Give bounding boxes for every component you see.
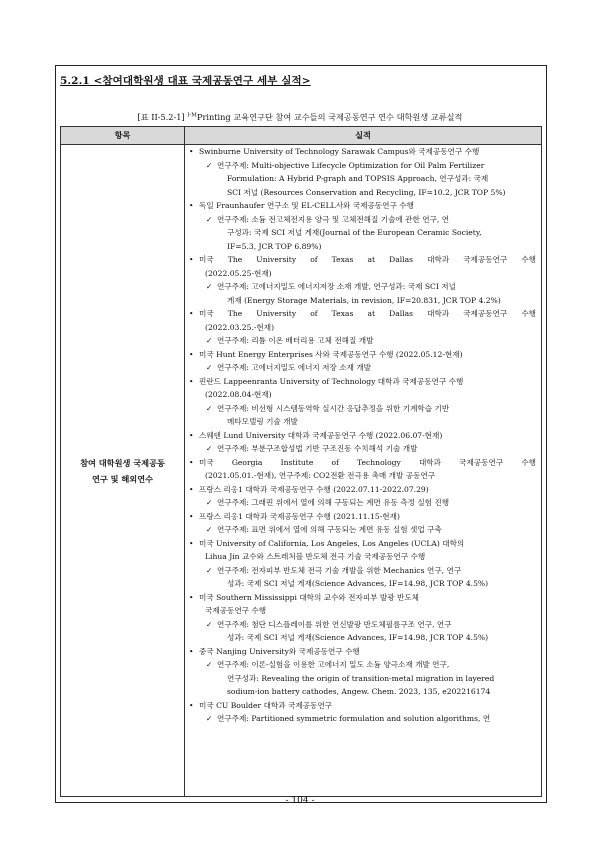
check-icon: ✓ xyxy=(206,403,213,413)
line-text: 핀란드 Lappeenranta University of Technology 대학과 국제공동연구 수행 xyxy=(199,376,464,386)
caption-prefix: [표 II-5.2-1] xyxy=(137,112,188,122)
check-icon: ✓ xyxy=(206,214,213,224)
line-text: 중국 Nanjing University와 국제공동연구 수행 xyxy=(199,646,360,656)
bullet-item xyxy=(189,537,536,551)
continuation-line xyxy=(189,321,536,335)
check-icon: ✓ xyxy=(206,714,213,723)
bullet-item xyxy=(189,375,536,389)
check-icon: ✓ xyxy=(206,660,213,669)
continuation-line xyxy=(189,631,536,645)
line-text: 연구주제: 소듐 전고체전지용 양극 및 고체전해질 기술에 관한 연구, 연 xyxy=(217,214,450,224)
bullet-item xyxy=(189,699,536,713)
line-text: 연구주제: Partitioned symmetric formulation and solution algorithms, 연 xyxy=(217,714,491,723)
line-text: 연구주제: 리튬 이온 배터리용 고체 전해질 개발 xyxy=(217,336,374,345)
line-text: Swinburne University of Technology Sarawak Campus와 국제공동연구 수행 xyxy=(199,147,480,156)
line-text: (2022.08.04-현재) xyxy=(205,390,272,399)
bullet-icon: • xyxy=(189,201,194,210)
bullet-item xyxy=(189,253,536,267)
continuation-line xyxy=(189,172,536,186)
line-text: 연구주제: 이론-실험을 이용한 고에너지 밀도 소듐 양극소재 개발 연구, xyxy=(217,660,450,669)
caption-superscript: I-M xyxy=(187,112,197,119)
continuation-line xyxy=(189,388,536,402)
line-text: 독일 Fraunhaufer 연구소 및 EL-CELL사와 국제공동연구 수행 xyxy=(199,201,414,210)
continuation-line xyxy=(189,550,536,564)
line-text: 연구주제: 표면 위에서 열에 의해 구동되는 계면 유동 실험 셋업 구축 xyxy=(217,525,442,534)
check-item xyxy=(189,564,536,578)
category-line: 참여 대학원생 국제공동 xyxy=(80,457,165,468)
bullet-item xyxy=(189,591,536,605)
check-icon: ✓ xyxy=(206,525,213,534)
category-cell xyxy=(61,145,185,797)
line-text: sodium-ion battery cathodes, Angew. Chem. 2023, 135, e202216174 xyxy=(227,687,491,696)
bullet-item xyxy=(189,307,536,321)
line-text: Formulation: A Hybrid P-graph and TOPSIS Approach, 연구성과: 국제 xyxy=(227,174,489,183)
line-text: (2022.03.25.-현재) xyxy=(205,322,275,332)
bullet-item xyxy=(189,456,536,470)
continuation-line xyxy=(189,186,536,200)
check-item xyxy=(189,280,536,294)
line-text: 스웨덴 Lund University 대학과 국제공동연구 수행 (2022.06.07-현재) xyxy=(199,430,443,440)
line-text: 미국 Southern Mississippi 대학의 교수와 전자피부 발광 반도체 xyxy=(199,592,420,602)
line-text: 국제공동연구 수행 xyxy=(205,606,267,615)
bullet-item xyxy=(189,510,536,524)
line-text: 연구주제: Multi-objective Lifecycle Optimization for Oil Palm Fertilizer xyxy=(217,160,485,170)
continuation-line xyxy=(189,469,536,483)
continuation-line xyxy=(189,577,536,591)
line-text: Lihua Jin 교수와 스트레처블 반도체 전극 기술 국제공동연구 수행 xyxy=(205,552,426,561)
bullet-icon: • xyxy=(189,349,194,359)
category-line: 연구 및 해외연수 xyxy=(91,473,154,484)
header-category: 항목 xyxy=(61,127,185,145)
continuation-line xyxy=(189,226,536,240)
check-icon: ✓ xyxy=(206,444,213,453)
check-item xyxy=(189,334,536,348)
bullet-icon: • xyxy=(189,511,194,521)
line-text: 연구주제: 고에너지밀도 에너지 저장 소재 개발 xyxy=(217,363,372,372)
bullet-icon: • xyxy=(189,700,194,710)
line-text: 미국 The University of Texas at Dallas 대학과 국제공동연구 수행 xyxy=(199,309,536,318)
bullet-item xyxy=(189,483,536,497)
bullet-item xyxy=(189,199,536,213)
continuation-line xyxy=(189,294,536,308)
check-item xyxy=(189,618,536,632)
bullet-icon: • xyxy=(189,592,194,602)
line-text: 성과: 국제 SCI 저널 게재(Science Advances, IF=14.98, JCR TOP 4.5%) xyxy=(227,633,489,642)
line-text: 연구주제: 비선형 시스템동역학 실시간 응답추정을 위한 기계학습 기반 xyxy=(217,403,450,413)
table-header-row xyxy=(61,127,542,145)
check-item xyxy=(189,523,536,537)
line-text: 미국 Georgia Institute of Technology 대학과 국제공동연구 수행 xyxy=(199,457,536,467)
line-text: 미국 University of California, Los Angeles, Los Angeles (UCLA) 대학의 xyxy=(199,538,465,548)
line-text: 프랑스 리옹1 대학과 국제공동연구 수행 (2021.11.15-현재) xyxy=(199,511,400,521)
check-icon: ✓ xyxy=(206,160,213,170)
table-caption xyxy=(0,112,600,123)
bullet-icon: • xyxy=(189,484,194,494)
check-item xyxy=(189,159,536,173)
line-text: 미국 The University of Texas at Dallas 대학과 국제공동연구 수행 xyxy=(199,255,536,264)
line-text: 메타모델링 기술 개발 xyxy=(227,417,298,426)
line-text: (2022.05.25-현재) xyxy=(205,268,272,278)
check-icon: ✓ xyxy=(206,565,213,575)
continuation-line xyxy=(189,267,536,281)
header-results: 실적 xyxy=(185,127,542,145)
check-item xyxy=(189,402,536,416)
continuation-line xyxy=(189,672,536,686)
bullet-item xyxy=(189,645,536,659)
bullet-item xyxy=(189,429,536,443)
bullet-icon: • xyxy=(189,457,194,467)
continuation-line xyxy=(189,604,536,618)
check-item xyxy=(189,712,536,726)
check-icon: ✓ xyxy=(206,498,213,507)
bullet-icon: • xyxy=(189,255,194,264)
check-item xyxy=(189,496,536,510)
bullet-item xyxy=(189,145,536,159)
check-icon: ✓ xyxy=(206,282,213,291)
line-text: IF=5.3, JCR TOP 6.89%) xyxy=(227,241,322,251)
check-item xyxy=(189,213,536,227)
line-text: 게재 (Energy Storage Materials, in revision, IF=20.831, JCR TOP 4.2%) xyxy=(227,295,501,305)
check-item xyxy=(189,442,536,456)
caption-text: Printing 교육연구단 참여 교수들의 국제공동연구 연수 대학원생 교류실적 xyxy=(196,112,463,122)
bullet-icon: • xyxy=(189,147,194,156)
table-row xyxy=(61,145,542,797)
line-text: (2021.05.01.-현재), 연구주제: CO2전환 전극용 촉매 개발 공동연구 xyxy=(205,471,436,480)
bullet-item xyxy=(189,348,536,362)
continuation-line xyxy=(189,240,536,254)
continuation-line xyxy=(189,685,536,699)
line-text: 프랑스 리옹1 대학과 국제공동연구 수행 (2022.07.11-2022.07.29) xyxy=(199,484,429,494)
continuation-line xyxy=(189,415,536,429)
bullet-icon: • xyxy=(189,538,194,548)
line-text: 미국 CU Boulder 대학과 국제공동연구 xyxy=(199,700,333,710)
page-number: - 104 - xyxy=(285,796,315,806)
line-text: 미국 Hunt Energy Enterprises 사와 국제공동연구 수행 (2022.05.12-현재) xyxy=(199,349,463,359)
bullet-icon: • xyxy=(189,376,194,386)
check-icon: ✓ xyxy=(206,619,213,629)
line-text: 연구성과: Revealing the origin of transition-metal migration in layered xyxy=(227,673,495,683)
line-text: 연구주제: 첨단 디스플레이를 위한 연신발광 반도체필름구조 연구, 연구 xyxy=(217,619,452,629)
line-text: 연구주제: 부분구조합성법 기반 구조진동 수치해석 기술 개발 xyxy=(217,444,418,453)
line-text: 연구주제: 전자피부 반도체 전극 기술 개발을 위한 Mechanics 연구, 연구 xyxy=(217,565,462,575)
line-text: 구성과: 국제 SCI 저널 게재(Journal of the European Ceramic Society, xyxy=(227,228,482,237)
line-text: 연구주제: 그래핀 위에서 열에 의해 구동되는 계면 유동 측정 실험 진행 xyxy=(217,498,450,507)
bullet-icon: • xyxy=(189,430,194,440)
check-item xyxy=(189,658,536,672)
line-text: SCI 저널 (Resources Conservation and Recycling, IF=10.2, JCR TOP 5%) xyxy=(227,187,506,197)
bullet-icon: • xyxy=(189,646,194,656)
line-text: 연구주제: 고에너지밀도 에너지저장 소재 개발, 연구성과: 국제 SCI 저널 xyxy=(217,282,456,291)
section-heading: 5.2.1 <참여대학원생 대표 국제공동연구 세부 실적> xyxy=(60,75,311,87)
check-icon: ✓ xyxy=(206,336,213,345)
results-table xyxy=(60,126,542,797)
check-icon: ✓ xyxy=(206,363,213,372)
bullet-icon: • xyxy=(189,309,194,318)
line-text: 성과: 국제 SCI 저널 게재(Science Advances, IF=14.98, JCR TOP 4.5%) xyxy=(227,579,489,588)
results-cell xyxy=(185,145,542,797)
check-item xyxy=(189,361,536,375)
